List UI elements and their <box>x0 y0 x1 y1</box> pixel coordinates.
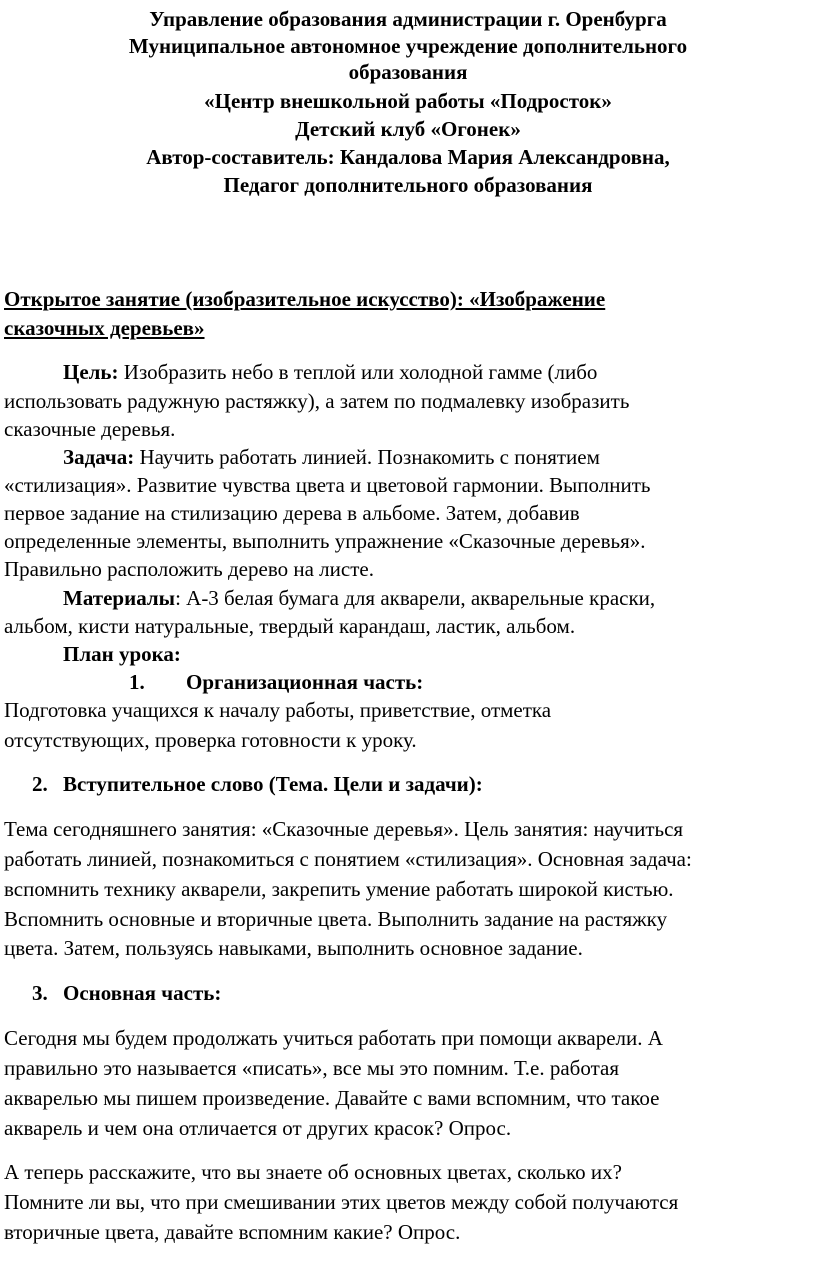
header-line-3: образования <box>348 60 468 84</box>
section-3-paragraph-1-line-1: Сегодня мы будем продолжать учиться работать при помощи акварели. А <box>4 1026 663 1050</box>
lesson-title-line-1: Открытое занятие (изобразительное искусство): «Изображение <box>4 287 606 311</box>
section-1-line-1: Подготовка учащихся к началу работы, приветствие, отметка <box>4 698 552 722</box>
section-3-paragraph-2-line-1: А теперь расскажите, что вы знаете об основных цветах, сколько их? <box>4 1160 622 1184</box>
header-line-1: Управление образования администрации г. Оренбурга <box>149 7 667 31</box>
section-2-line-2: работать линией, познакомиться с понятием «стилизация». Основная задача: <box>4 847 692 871</box>
lesson-title-line-2: сказочных деревьев» <box>4 316 205 340</box>
materials-label: Материалы <box>63 586 176 610</box>
header-line-5: Детский клуб «Огонек» <box>295 117 521 141</box>
section-2-title: Вступительное слово (Тема. Цели и задачи): <box>63 772 483 796</box>
header-line-7: Педагог дополнительного образования <box>223 173 593 197</box>
materials-line-2: альбом, кисти натуральные, твердый карандаш, ластик, альбом. <box>4 614 576 638</box>
section-2-line-1: Тема сегодняшнего занятия: «Сказочные деревья». Цель занятия: научиться <box>4 817 684 841</box>
section-2-line-3: вспомнить технику акварели, закрепить умение работать широкой кистью. <box>4 877 674 901</box>
header-line-2: Муниципальное автономное учреждение дополнительного <box>128 34 688 58</box>
goal-text-1: Изобразить небо в теплой или холодной гамме (либо <box>118 360 598 384</box>
goal-line-2: использовать радужную растяжку), а затем по подмалевку изобразить <box>4 389 630 413</box>
task-line-2: «стилизация». Развитие чувства цвета и цветовой гармонии. Выполнить <box>4 473 651 497</box>
task-line-3: первое задание на стилизацию дерева в альбоме. Затем, добавив <box>4 501 580 525</box>
section-2-number: 2. <box>32 772 48 796</box>
task-label: Задача: <box>63 445 135 469</box>
goal-line-1 <box>63 359 597 385</box>
section-2-line-5: цвета. Затем, пользуясь навыками, выполнить основное задание. <box>4 936 583 960</box>
header-line-6: Автор-составитель: Кандалова Мария Александровна, <box>146 145 670 169</box>
section-3-paragraph-2-line-2: Помните ли вы, что при смешивании этих цветов между собой получаются <box>4 1190 679 1214</box>
goal-line-3: сказочные деревья. <box>4 417 176 441</box>
materials-text-1: : А-3 белая бумага для акварели, акварельные краски, <box>175 586 656 610</box>
task-line-4: определенные элементы, выполнить упражнение «Сказочные деревья». <box>4 529 646 553</box>
materials-line-1 <box>63 585 655 611</box>
section-3-paragraph-1-line-4: акварель и чем она отличается от других красок? Опрос. <box>4 1116 512 1140</box>
section-1-title: Организационная часть: <box>186 670 424 694</box>
task-text-1: Научить работать линией. Познакомить с понятием <box>134 445 600 469</box>
section-3-number: 3. <box>32 981 48 1005</box>
section-2-line-4: Вспомнить основные и вторичные цвета. Выполнить задание на растяжку <box>4 907 668 931</box>
header-line-4: «Центр внешкольной работы «Подросток» <box>204 89 612 113</box>
goal-label: Цель: <box>63 360 119 384</box>
section-3-paragraph-2-line-3: вторичные цвета, давайте вспомним какие? Опрос. <box>4 1220 461 1244</box>
section-3-paragraph-1-line-2: правильно это называется «писать», все мы это помним. Т.е. работая <box>4 1056 619 1080</box>
section-3-paragraph-1-line-3: акварелью мы пишем произведение. Давайте с вами вспомним, что такое <box>4 1086 660 1110</box>
section-1-number: 1. <box>129 670 145 694</box>
task-line-1 <box>63 444 600 470</box>
section-1-line-2: отсутствующих, проверка готовности к уроку. <box>4 728 417 752</box>
section-3-title: Основная часть: <box>63 981 222 1005</box>
task-line-5: Правильно расположить дерево на листе. <box>4 557 374 581</box>
plan-heading: План урока: <box>63 642 181 666</box>
